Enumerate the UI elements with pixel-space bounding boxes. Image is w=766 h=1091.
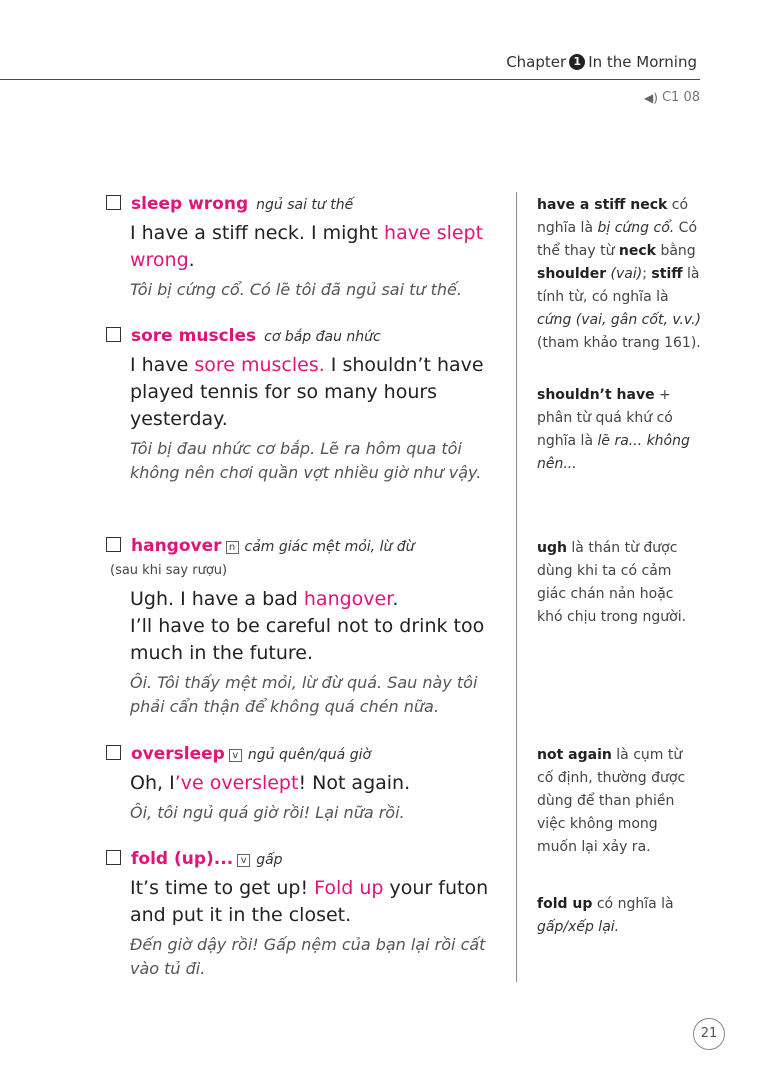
checkbox[interactable] [106, 195, 121, 210]
entry-term: oversleep [131, 744, 225, 764]
entry-gloss: ngủ sai tư thế [256, 197, 354, 213]
example-sentence: Ugh. I have a bad hangover. I’ll have to be careful not to drink too much in the future. [130, 588, 485, 664]
chapter-label: Chapter [506, 53, 567, 71]
entry-term: fold (up)... [131, 849, 234, 869]
side-note-stiff-neck: have a stiff neck có nghĩa là bị cứng cổ. Có thể thay từ neck bằng shoulder (vai); stiff là tính từ, có nghĩa là cứng (vai, gân cốt, v.v.) (tham khảo trang 161). [537, 197, 701, 351]
checkbox[interactable] [106, 537, 121, 552]
audio-track [644, 90, 700, 105]
entry-oversleep [106, 742, 506, 825]
page-number: 21 [693, 1018, 725, 1050]
chapter-header [506, 53, 697, 71]
side-note-not-again: not again là cụm từ cố định, thường được dùng để than phiền việc không mong muốn lại xảy ra. [537, 747, 686, 855]
column-divider [516, 192, 517, 982]
part-of-speech-badge: n [226, 541, 239, 554]
entry-term: sleep wrong [131, 194, 249, 214]
example-translation: Đến giờ dậy rồi! Gấp nệm của bạn lại rồi cất vào tủ đi. [130, 935, 486, 978]
side-note-fold-up: fold up có nghĩa là gấp/xếp lại. [537, 896, 674, 935]
checkbox[interactable] [106, 850, 121, 865]
example-sentence: It’s time to get up! Fold up your futon and put it in the closet. [130, 877, 489, 926]
entry-gloss: gấp [256, 852, 283, 868]
entry-term: hangover [131, 536, 222, 556]
header-rule [0, 79, 700, 80]
side-note-ugh: ugh là thán từ được dùng khi ta có cảm giác chán nản hoặc khó chịu trong người. [537, 540, 687, 625]
entry-gloss: ngủ quên/quá giờ [247, 747, 372, 763]
example-translation: Tôi bị đau nhức cơ bắp. Lẽ ra hôm qua tôi không nên chơi quần vợt nhiều giờ như vậy. [130, 439, 482, 482]
entry-gloss: cơ bắp đau nhức [264, 329, 381, 345]
chapter-number-badge: 1 [569, 54, 585, 70]
part-of-speech-badge: v [229, 749, 242, 762]
example-translation: Tôi bị cứng cổ. Có lẽ tôi đã ngủ sai tư thế. [130, 280, 462, 299]
checkbox[interactable] [106, 327, 121, 342]
side-note-shouldnt-have: shouldn’t have + phân từ quá khứ có nghĩa là lẽ ra... không nên... [537, 387, 690, 472]
chapter-title: In the Morning [588, 53, 697, 71]
entry-fold-up [106, 847, 506, 981]
example-sentence: I have sore muscles. I shouldn’t have played tennis for so many hours yesterday. [130, 354, 484, 430]
part-of-speech-badge: v [237, 854, 250, 867]
entry-sore-muscles [106, 324, 506, 485]
example-translation: Ôi, tôi ngủ quá giờ rồi! Lại nữa rồi. [130, 803, 405, 822]
audio-code: C1 08 [661, 90, 700, 105]
entry-note: (sau khi say rượu) [110, 563, 228, 578]
entry-term: sore muscles [131, 326, 257, 346]
example-sentence: Oh, I’ve overslept! Not again. [130, 772, 411, 794]
checkbox[interactable] [106, 745, 121, 760]
example-translation: Ôi. Tôi thấy mệt mỏi, lừ đừ quá. Sau này tôi phải cẩn thận để không quá chén nữa. [130, 673, 478, 716]
entry-gloss: cảm giác mệt mỏi, lừ đừ [244, 539, 415, 555]
entry-sleep-wrong [106, 192, 506, 302]
example-sentence: I have a stiff neck. I might have slept wrong. [130, 222, 484, 271]
speaker-icon: ◀) [644, 90, 658, 105]
entry-hangover [106, 534, 506, 719]
